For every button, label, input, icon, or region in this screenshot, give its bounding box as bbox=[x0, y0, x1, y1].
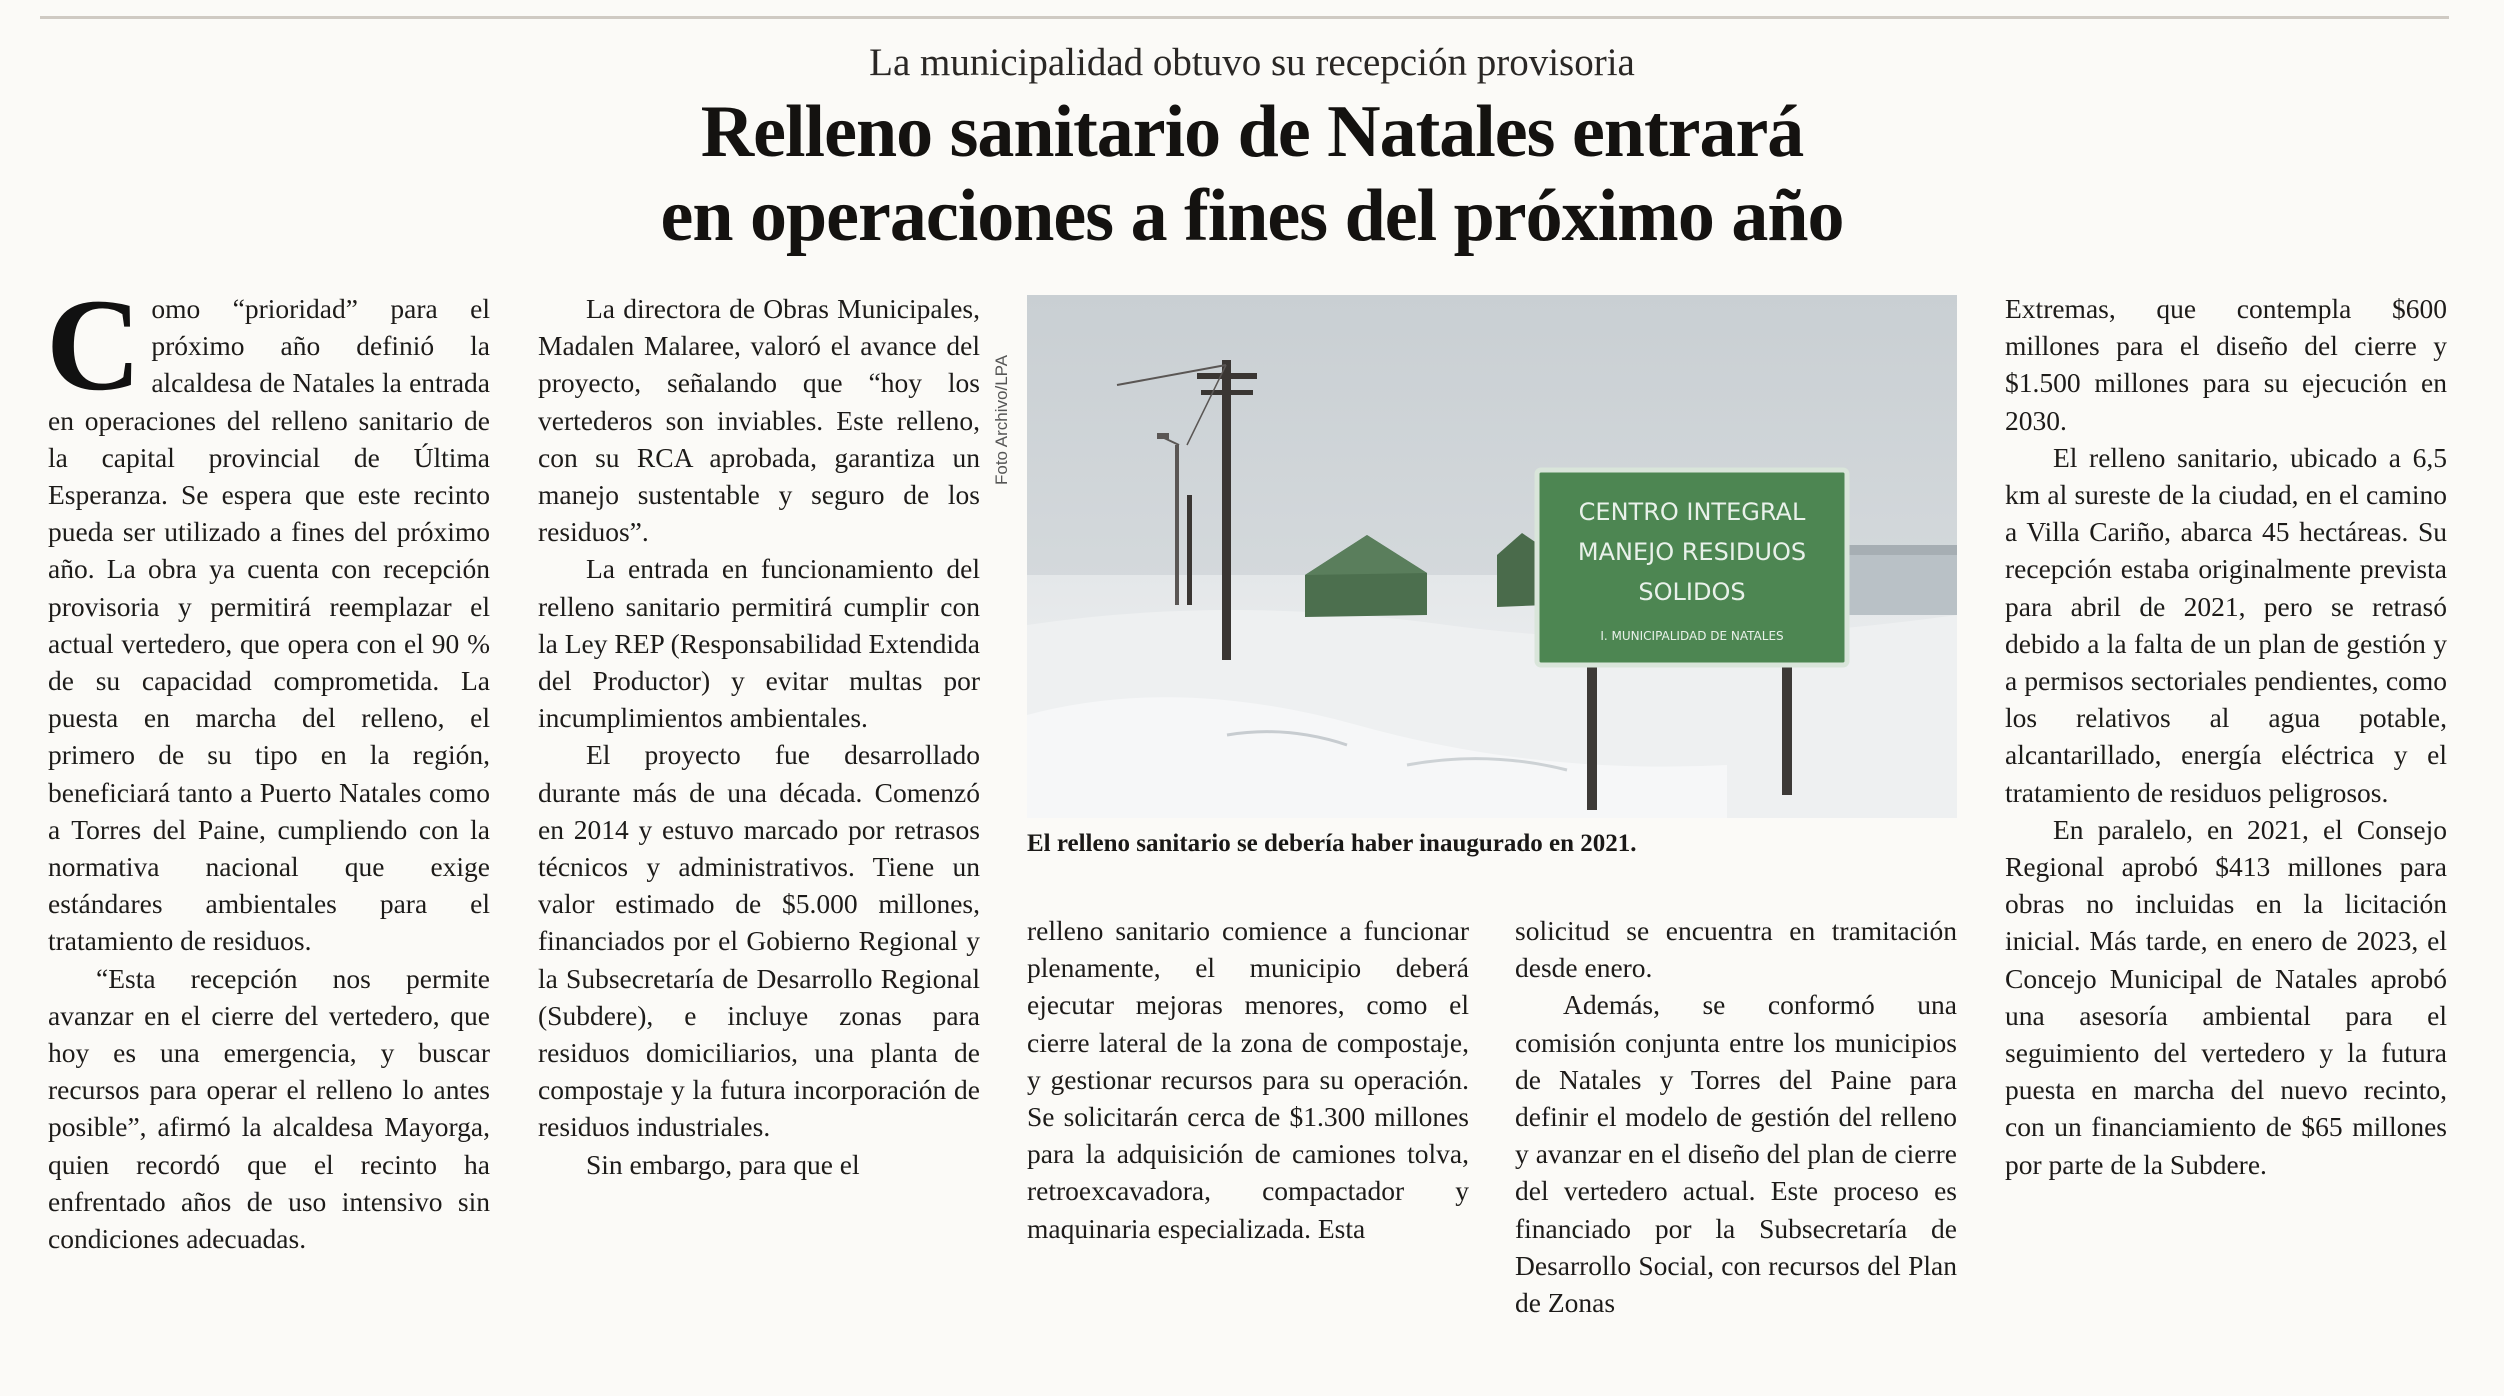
landfill-photo bbox=[1027, 295, 1957, 818]
paragraph bbox=[46, 271, 490, 960]
sign-line-3: SOLIDOS bbox=[1638, 578, 1746, 606]
photo-caption: El relleno sanitario se debería haber inaugurado en 2021. bbox=[1027, 830, 1637, 857]
paragraph: Además, se conformó una comisión conjunta entre los municipios de Natales y Torres del Paine para definir el modelo de gestión del relleno y avanzar en el diseño del plan de cierre del vertedero actual. Este proceso es financiado por la Subsecretaría de Desarrollo Social, con recursos del Plan de Zonas bbox=[1515, 989, 1957, 1319]
article-column-1 bbox=[46, 271, 490, 1257]
headline-line-1: Relleno sanitario de Natales entrará bbox=[700, 91, 1804, 173]
article-column-2 bbox=[538, 290, 980, 1183]
sign-line-1: CENTRO INTEGRAL bbox=[1578, 498, 1806, 526]
paragraph: El proyecto fue desarrollado durante más de una década. Comenzó en 2014 y estuvo marcado por retrasos técnicos y administrativos. Tiene un valor estimado de $5.000 millones, financiados por el Gobierno Regional y la Subsecretaría de Desarrollo Regional (Subdere), e incluye zonas para residuos domiciliarios, una planta de compostaje y la futura incorporación de residuos industriales. bbox=[538, 739, 980, 1143]
headline-line-2: en operaciones a fines del próximo año bbox=[660, 175, 1844, 257]
sign-line-2: MANEJO RESIDUOS bbox=[1577, 538, 1807, 566]
paragraph: relleno sanitario comience a funcionar plenamente, el municipio deberá ejecutar mejoras menores, como el cierre lateral de la zona de compostaje, y gestionar recursos para su operación. Se solicitarán cerca de $1.300 millones para la adquisición de camiones tolva, retroexcavadora, compactador y maquinaria especializada. Esta bbox=[1027, 915, 1469, 1244]
photo bbox=[1027, 295, 1957, 818]
top-rule bbox=[40, 16, 2449, 19]
paragraph-text: omo “prioridad” para el próximo año definió la alcaldesa de Natales la entrada en operaciones del relleno sanitario de la capital provincial de Última Esperanza. Se espera que este recinto pueda ser utilizado a fines del próximo año. La obra ya cuenta con recepción provisoria y permitirá reemplazar el actual vertedero, que opera con el 90 % de su capacidad comprometida. La puesta en marcha del relleno, el primero de su tipo en la región, beneficiará tanto a Puerto Natales como a Torres del Paine, cumpliendo con la normativa nacional que exige estándares ambientales para el tratamiento de residuos. bbox=[48, 293, 490, 957]
drop-cap: C bbox=[46, 271, 142, 418]
paragraph: En paralelo, en 2021, el Consejo Regional aprobó $413 millones para obras no incluidas en la licitación inicial. Más tarde, en enero de 2023, el Concejo Municipal de Natales aprobó una asesoría ambiental para el seguimiento del vertedero y la futura puesta en marcha del nuevo recinto, con un financiamiento de $65 millones por parte de la Subdere. bbox=[2005, 813, 2447, 1180]
kicker: La municipalidad obtuvo su recepción provisoria bbox=[869, 41, 1635, 84]
sign-footer: I. MUNICIPALIDAD DE NATALES bbox=[1600, 629, 1784, 643]
paragraph: “Esta recepción nos permite avanzar en el cierre del vertedero, que hoy es una emergencia, y buscar recursos para operar el relleno lo antes posible”, afirmó la alcaldesa Mayorga, quien recordó que el recinto ha enfrentado años de uso intensivo sin condiciones adecuadas. bbox=[48, 962, 490, 1255]
photo-credit: Foto Archivo/LPA bbox=[992, 354, 1011, 485]
paragraph: La entrada en funcionamiento del relleno sanitario permitirá cumplir con la Ley REP (Responsabilidad Extendida del Productor) y evitar multas por incumplimientos ambientales. bbox=[538, 553, 980, 734]
paragraph: El relleno sanitario, ubicado a 6,5 km al sureste de la ciudad, en el camino a Villa Cariño, abarca 45 hectáreas. Su recepción estaba originalmente prevista para abril de 2021, pero se retrasó debido a la falta de un plan de gestión y a permisos sectoriales pendientes, como los relativos al agua potable, alcantarillado, energía eléctrica y el tratamiento de residuos peligrosos. bbox=[2005, 441, 2447, 808]
article-column-4 bbox=[1515, 912, 1957, 1321]
paragraph: solicitud se encuentra en tramitación desde enero. bbox=[1515, 915, 1957, 984]
paragraph: La directora de Obras Municipales, Madalen Malaree, valoró el avance del proyecto, señalando que “hoy los vertederos son inviables. Este relleno, con su RCA aprobada, garantiza un manejo sustentable y seguro de los residuos”. bbox=[538, 293, 980, 548]
paragraph: Extremas, que contempla $600 millones para el diseño del cierre y $1.500 millones para su ejecución en 2030. bbox=[2005, 293, 2447, 436]
article-column-5 bbox=[2005, 290, 2447, 1183]
paragraph: Sin embargo, para que el bbox=[586, 1148, 860, 1180]
article-column-3 bbox=[1027, 912, 1469, 1247]
headline bbox=[0, 90, 2504, 258]
